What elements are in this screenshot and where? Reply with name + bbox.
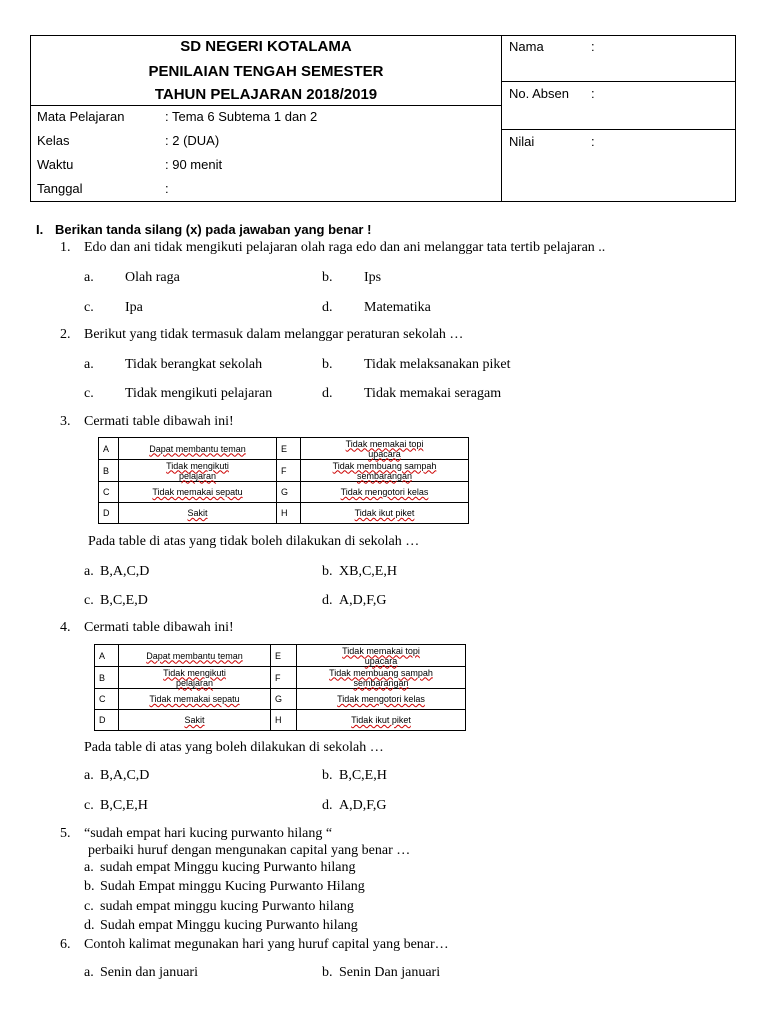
table-row	[95, 645, 466, 667]
option-letter: d.	[322, 300, 333, 315]
table-cell-value: Tidak memakai topi upacara	[297, 645, 466, 667]
table-cell-key: G	[271, 689, 297, 710]
table-cell-value: Tidak mengikuti pelajaran	[119, 460, 277, 482]
table-cell-value: Tidak mengotori kelas	[301, 482, 469, 503]
option-letter: d.	[322, 386, 333, 401]
option-text[interactable]: Sudah Empat minggu Kucing Purwanto Hilang	[100, 879, 365, 894]
option-letter: a.	[84, 564, 94, 579]
table-cell-key: B	[99, 460, 119, 482]
option-letter: d.	[84, 918, 95, 933]
table-row	[95, 710, 466, 731]
table-cell-key: C	[95, 689, 119, 710]
header-divider-right-2	[501, 129, 736, 130]
option-text[interactable]: sudah empat minggu kucing Purwanto hilang	[100, 899, 354, 914]
table-cell-key: B	[95, 667, 119, 689]
header-divider-vertical	[501, 36, 502, 201]
option-text[interactable]: B,C,E,H	[339, 768, 387, 783]
option-letter: c.	[84, 899, 94, 914]
table-cell-key: H	[277, 503, 301, 524]
option-text[interactable]: B,A,C,D	[100, 768, 150, 783]
question-text: “sudah empat hari kucing purwanto hilang “	[84, 826, 333, 841]
table-cell-value: Tidak memakai sepatu	[119, 689, 271, 710]
option-letter: d.	[322, 593, 333, 608]
option-text[interactable]: A,D,F,G	[339, 593, 387, 608]
option-letter: a.	[84, 965, 94, 980]
option-letter: c.	[84, 300, 94, 315]
option-letter: c.	[84, 593, 94, 608]
field-value-class: : 2 (DUA)	[165, 133, 220, 148]
field-label-subject: Mata Pelajaran	[37, 109, 125, 124]
table-cell-value: Sakit	[119, 503, 277, 524]
question-number: 4.	[60, 620, 71, 635]
table-cell-value: Tidak memakai topi upacara	[301, 438, 469, 460]
option-text[interactable]: B,C,E,D	[100, 593, 148, 608]
table-cell-value: Dapat membantu teman	[119, 438, 277, 460]
question-number: 5.	[60, 826, 71, 841]
option-text[interactable]: Tidak memakai seragam	[364, 386, 502, 401]
school-year: TAHUN PELAJARAN 2018/2019	[154, 86, 378, 103]
table-cell-value: Tidak ikut piket	[297, 710, 466, 731]
score-value[interactable]: :	[591, 134, 595, 149]
question-subtext: perbaiki huruf dengan mengunakan capital yang benar …	[88, 843, 411, 858]
field-label-class: Kelas	[37, 133, 70, 148]
question-number: 2.	[60, 327, 71, 342]
question-text: Cermati table dibawah ini!	[84, 620, 234, 635]
table-cell-key: D	[99, 503, 119, 524]
table-cell-key: G	[277, 482, 301, 503]
table-cell-value: Sakit	[119, 710, 271, 731]
option-text[interactable]: Senin dan januari	[100, 965, 198, 980]
option-text[interactable]: Sudah empat Minggu kucing Purwanto hilang	[100, 918, 358, 933]
school-name: SD NEGERI KOTALAMA	[180, 38, 352, 55]
option-text[interactable]: Senin Dan januari	[339, 965, 441, 980]
question-text: Cermati table dibawah ini!	[84, 414, 234, 429]
option-text[interactable]: Tidak melaksanakan piket	[364, 357, 511, 372]
score-label: Nilai	[509, 134, 535, 149]
table-cell-key: E	[271, 645, 297, 667]
table-cell-key: A	[99, 438, 119, 460]
option-letter: a.	[84, 270, 94, 285]
field-value-date: :	[165, 181, 169, 196]
field-label-time: Waktu	[37, 157, 74, 172]
option-text[interactable]: Matematika	[364, 300, 431, 315]
option-letter: b.	[322, 270, 333, 285]
field-value-subject: : Tema 6 Subtema 1 dan 2	[165, 109, 318, 124]
exam-header	[30, 35, 736, 202]
field-value-time: : 90 menit	[165, 157, 223, 172]
option-text[interactable]: sudah empat Minggu kucing Purwanto hilang	[100, 860, 356, 875]
table-cell-value: Dapat membantu teman	[119, 645, 271, 667]
question-number: 1.	[60, 240, 71, 255]
table-row	[99, 503, 469, 524]
student-number-value[interactable]: :	[591, 86, 595, 101]
option-letter: a.	[84, 768, 94, 783]
student-name-label: Nama	[509, 39, 544, 54]
rules-table	[98, 437, 469, 524]
table-cell-value: Tidak ikut piket	[301, 503, 469, 524]
header-divider-left	[31, 105, 501, 106]
option-letter: a.	[84, 357, 94, 372]
option-text[interactable]: Olah raga	[125, 270, 180, 285]
table-row	[95, 667, 466, 689]
table-cell-key: D	[95, 710, 119, 731]
option-text[interactable]: B,C,E,H	[100, 798, 148, 813]
table-cell-value: Tidak membuang sampah sembarangan	[297, 667, 466, 689]
table-row	[99, 460, 469, 482]
option-text[interactable]: Ips	[364, 270, 382, 285]
option-text[interactable]: B,A,C,D	[100, 564, 150, 579]
table-row	[99, 438, 469, 460]
field-label-date: Tanggal	[37, 181, 83, 196]
option-text[interactable]: Tidak berangkat sekolah	[125, 357, 263, 372]
option-text[interactable]: Ipa	[125, 300, 143, 315]
option-letter: b.	[322, 357, 333, 372]
option-letter: b.	[322, 564, 333, 579]
option-letter: c.	[84, 798, 94, 813]
table-cell-value: Tidak membuang sampah sembarangan	[301, 460, 469, 482]
option-text[interactable]: A,D,F,G	[339, 798, 387, 813]
option-letter: b.	[322, 965, 333, 980]
table-cell-key: F	[277, 460, 301, 482]
header-divider-right-1	[501, 81, 736, 82]
question-text: Edo dan ani tidak mengikuti pelajaran olah raga edo dan ani melanggar tata tertib pelajaran ..	[84, 240, 606, 255]
rules-table	[94, 644, 466, 731]
option-letter: d.	[322, 798, 333, 813]
table-cell-key: C	[99, 482, 119, 503]
table-cell-value: Tidak mengikuti pelajaran	[119, 667, 271, 689]
student-name-value[interactable]: :	[591, 39, 595, 54]
option-letter: b.	[84, 879, 95, 894]
section-number: I.	[36, 222, 44, 237]
table-row	[95, 689, 466, 710]
question-number: 3.	[60, 414, 71, 429]
option-letter: b.	[322, 768, 333, 783]
table-cell-value: Tidak mengotori kelas	[297, 689, 466, 710]
option-letter: a.	[84, 860, 94, 875]
table-cell-value: Tidak memakai sepatu	[119, 482, 277, 503]
table-cell-key: F	[271, 667, 297, 689]
section-instruction: Berikan tanda silang (x) pada jawaban yang benar !	[55, 222, 372, 237]
table-row	[99, 482, 469, 503]
question-followup: Pada table di atas yang boleh dilakukan di sekolah …	[84, 740, 384, 755]
question-number: 6.	[60, 937, 71, 952]
option-letter: c.	[84, 386, 94, 401]
exam-title: PENILAIAN TENGAH SEMESTER	[148, 63, 384, 80]
question-followup: Pada table di atas yang tidak boleh dilakukan di sekolah …	[88, 534, 420, 549]
option-text[interactable]: Tidak mengikuti pelajaran	[125, 386, 273, 401]
option-text[interactable]: XB,C,E,H	[339, 564, 397, 579]
student-number-label: No. Absen	[509, 86, 569, 101]
table-cell-key: H	[271, 710, 297, 731]
question-text: Berikut yang tidak termasuk dalam melanggar peraturan sekolah …	[84, 327, 464, 342]
table-cell-key: E	[277, 438, 301, 460]
table-cell-key: A	[95, 645, 119, 667]
question-text: Contoh kalimat megunakan hari yang huruf capital yang benar…	[84, 937, 449, 952]
